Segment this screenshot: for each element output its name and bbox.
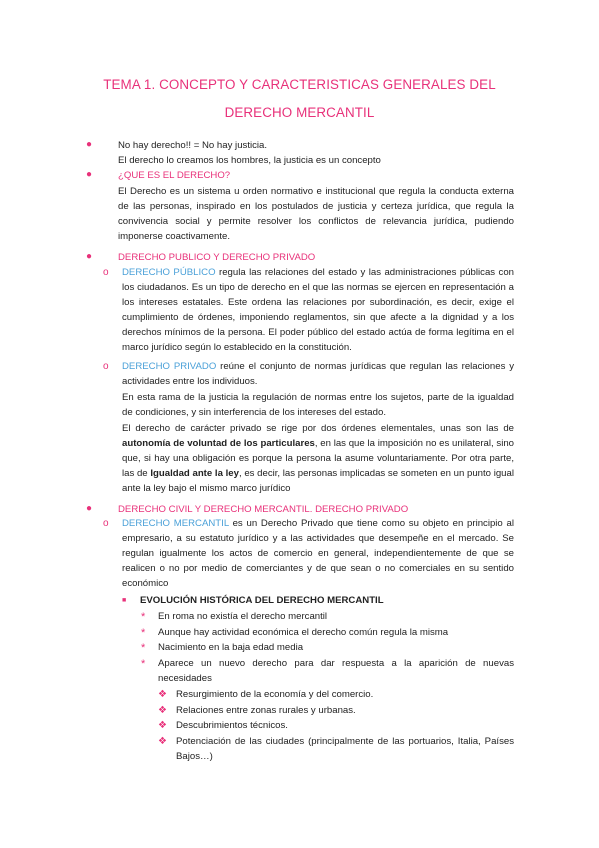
- bullet-1-line-1: No hay derecho!! = No hay justicia.: [118, 140, 268, 151]
- bullet-dot-icon: ●: [86, 503, 93, 514]
- circle-bullet-icon: o: [103, 361, 109, 372]
- star-bullet-icon: *: [141, 658, 146, 670]
- diamond-item-3: Descubrimientos técnicos.: [176, 720, 288, 731]
- star-bullet-icon: *: [141, 627, 146, 639]
- evolucion-heading: EVOLUCIÓN HISTÓRICA DEL DERECHO MERCANTIL: [140, 595, 384, 606]
- derecho-publico-paragraph: [122, 266, 514, 355]
- diamond-bullet-icon: ❖: [158, 689, 167, 700]
- square-bullet-icon: ■: [122, 597, 127, 604]
- derecho-publico-text: regula las relaciones del estado y las administraciones públicas con los ciudadanos. Es un tipo de derecho en el que las normas se ejercen en representación a los intereses estatales. Este ordena las relaciones por subordinación, es decir, exige el cumplimiento de órdenes, imponiendo reglamentos, sin que afecte a la dignidad y a los derechos mínimos de la persona. El poder público del estado actúa de forma legítima en el marco jurídico según lo establecido en la constitución.: [122, 267, 514, 353]
- circle-bullet-icon: o: [103, 518, 109, 529]
- star-item-2: Aunque hay actividad económica el derecho común regula la misma: [158, 627, 449, 638]
- derecho-mercantil-term: DERECHO MERCANTIL: [122, 518, 229, 529]
- derecho-privado-p2: En esta rama de la justicia la regulación de normas entre los sujetos, parte de la igualdad de condiciones, y sin interferencia de los intereses del estado.: [122, 392, 514, 418]
- p3-text-a: El derecho de carácter privado se rige por dos órdenes elementales, unas son las de: [122, 423, 514, 434]
- diamond-bullet-icon: ❖: [158, 720, 167, 731]
- diamond-item-4: Potenciación de las ciudades (principalmente de las portuarios, Italia, Países Bajos…): [176, 736, 514, 762]
- title-line-2: DERECHO MERCANTIL: [224, 105, 375, 120]
- p3-text-c: , en las que la imposición no es unilateral, sino que, si hay una obligación es porque la persona la asume voluntariamente. Por otra parte, las de: [122, 437, 515, 479]
- star-item-3: Nacimiento en la baja edad media: [158, 642, 304, 653]
- diamond-item-2: Relaciones entre zonas rurales y urbanas.: [176, 705, 356, 716]
- derecho-privado-text: reúne el conjunto de normas jurídicas que regulan las relaciones y actividades entre los individuos.: [122, 361, 514, 387]
- bullet-1-line-2: El derecho lo creamos los hombres, la justicia es un concepto: [118, 155, 381, 166]
- derecho-definition: El Derecho es un sistema u orden normativo e institucional que regula la conducta externa de las personas, inspirado en los postulados de justicia y certeza jurídica, que regula la convivencia social y permite resolver los conflictos de relevancia jurídica, pudiendo imponerse coactivamente.: [118, 186, 514, 242]
- diamond-bullet-icon: ❖: [158, 736, 167, 747]
- star-item-4: Aparece un nuevo derecho para dar respuesta a la aparición de nuevas necesidades: [158, 658, 514, 684]
- title-line-1: TEMA 1. CONCEPTO Y CARACTERISTICAS GENERALES DEL: [103, 77, 496, 92]
- bullet-1: [118, 139, 518, 154]
- section-heading-civil-mercantil: DERECHO CIVIL Y DERECHO MERCANTIL. DERECHO PRIVADO: [118, 504, 409, 515]
- diamond-bullet-icon: ❖: [158, 705, 167, 716]
- star-bullet-icon: *: [141, 642, 146, 654]
- derecho-publico-term: DERECHO PÚBLICO: [122, 267, 216, 278]
- diamond-item-1: Resurgimiento de la economía y del comercio.: [176, 689, 374, 700]
- circle-bullet-icon: o: [103, 267, 109, 278]
- derecho-mercantil-paragraph: [122, 517, 514, 592]
- bullet-dot-icon: ●: [86, 251, 93, 262]
- derecho-privado-term: DERECHO PRIVADO: [122, 361, 217, 372]
- derecho-mercantil-text: es un Derecho Privado que tiene como su objeto en principio al empresario, a su estatuto jurídico y a las actividades que desempeñe en el mercado. Se regulan igualmente los actos de comercio en general, independientemente de que se realicen o no por medio de comerciantes y de que sean o no comerciales en su sentido económico: [122, 518, 514, 589]
- section-heading-publico-privado: DERECHO PUBLICO Y DERECHO PRIVADO: [118, 252, 316, 263]
- derecho-privado-paragraph: [122, 360, 514, 390]
- section-heading-que-es: ¿QUE ES EL DERECHO?: [118, 170, 231, 181]
- star-item-1: En roma no existía el derecho mercantil: [158, 611, 328, 622]
- p3-bold-igualdad: Igualdad ante la ley: [150, 467, 239, 479]
- bullet-dot-icon: ●: [86, 169, 93, 180]
- derecho-privado-p3: [122, 422, 514, 497]
- p3-text-e: , es decir, las personas implicadas se someten en un punto igual ante la ley bajo el mismo marco jurídico: [122, 467, 514, 494]
- bullet-dot-icon: ●: [86, 139, 93, 150]
- star-bullet-icon: *: [141, 611, 146, 623]
- p3-bold-autonomia: autonomía de voluntad de los particulares: [122, 437, 315, 449]
